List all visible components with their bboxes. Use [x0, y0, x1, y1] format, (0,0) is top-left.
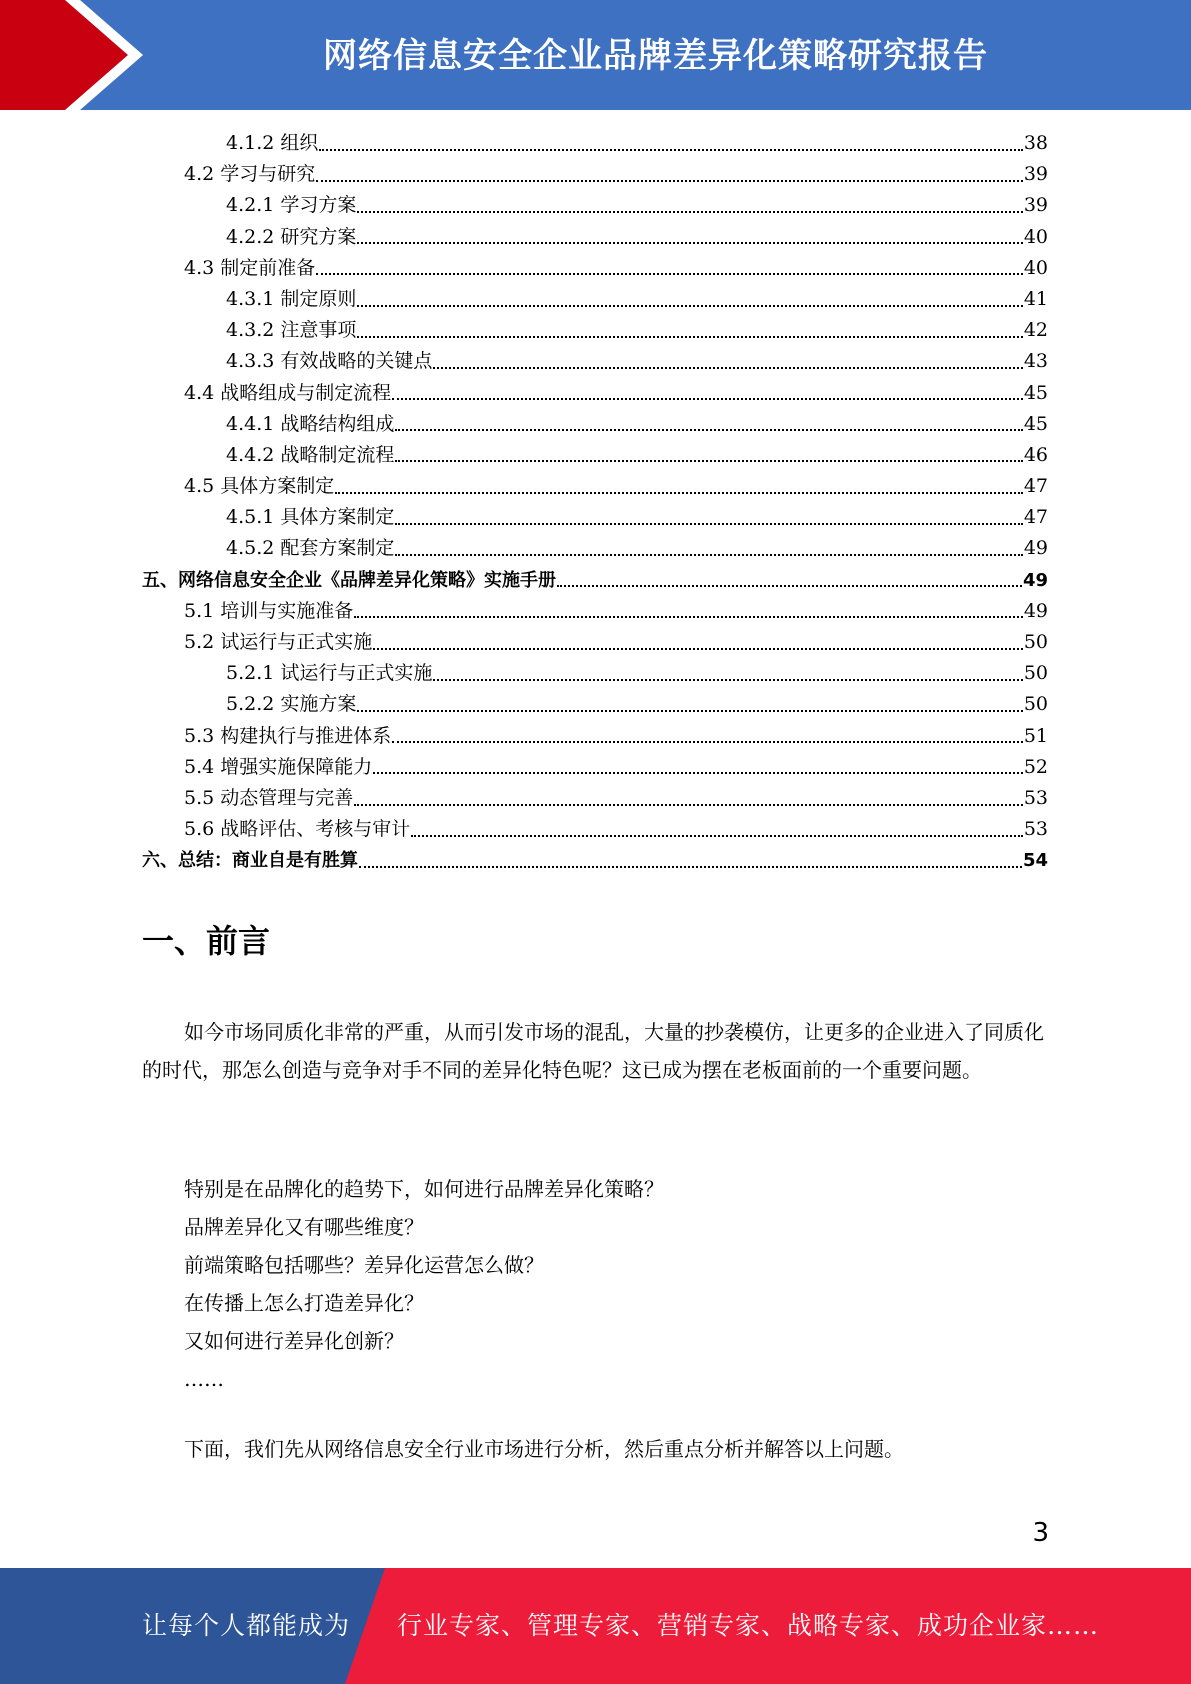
toc-entry[interactable] — [142, 689, 1048, 720]
toc-entry[interactable] — [142, 502, 1048, 533]
toc-leader-dots — [392, 741, 1023, 743]
toc-entry[interactable] — [142, 315, 1048, 346]
toc-entry[interactable] — [142, 253, 1048, 284]
toc-entry[interactable] — [142, 128, 1048, 159]
toc-leader-dots — [557, 585, 1022, 587]
page-footer — [0, 1568, 1191, 1684]
toc-leader-dots — [357, 242, 1022, 244]
toc-entry-label: 5.2.2 实施方案 — [226, 693, 357, 716]
toc-entry-page: 47 — [1023, 506, 1048, 529]
toc-entry-label: 4.4 战略组成与制定流程 — [184, 381, 392, 404]
toc-leader-dots — [357, 211, 1022, 213]
section-heading: 一、前言 — [142, 922, 271, 960]
question-item: …… — [184, 1367, 224, 1391]
toc-entry[interactable] — [142, 222, 1048, 253]
toc-leader-dots — [395, 523, 1022, 525]
toc-entry-page: 50 — [1023, 693, 1048, 716]
toc-leader-dots — [319, 149, 1022, 151]
toc-entry-label: 4.3 制定前准备 — [184, 256, 316, 279]
toc-entry-page: 51 — [1023, 724, 1048, 747]
footer-slogan-right: 行业专家、管理专家、营销专家、战略专家、成功企业家…… — [397, 1611, 1100, 1640]
toc-entry-label: 5.5 动态管理与完善 — [184, 786, 354, 809]
toc-leader-dots — [373, 772, 1023, 774]
toc-entry-page: 39 — [1023, 194, 1048, 217]
toc-entry-label: 4.5 具体方案制定 — [184, 475, 335, 498]
header-title: 网络信息安全企业品牌差异化策略研究报告 — [323, 36, 988, 76]
toc-entry-label: 4.4.2 战略制定流程 — [226, 443, 395, 466]
toc-entry-page: 41 — [1023, 287, 1048, 310]
toc-leader-dots — [433, 367, 1022, 369]
toc-entry-page: 49 — [1023, 599, 1048, 622]
question-item: 特别是在品牌化的趋势下，如何进行品牌差异化策略？ — [184, 1177, 664, 1201]
toc-entry-page: 50 — [1023, 631, 1048, 653]
toc-leader-dots — [395, 554, 1022, 556]
toc-entry-page: 40 — [1023, 225, 1048, 248]
toc-entry-page: 54 — [1022, 850, 1048, 872]
toc-leader-dots — [357, 305, 1022, 307]
page-number: 3 — [1032, 1518, 1049, 1548]
toc-entry-label: 4.5.2 配套方案制定 — [226, 537, 395, 560]
question-item: 前端策略包括哪些？差异化运营怎么做？ — [184, 1253, 544, 1277]
toc-entry-label: 4.2 学习与研究 — [184, 163, 316, 186]
toc-entry-page: 45 — [1023, 381, 1048, 404]
question-item: 又如何进行差异化创新？ — [184, 1329, 404, 1353]
toc-leader-dots — [354, 616, 1023, 618]
toc-entry-label: 5.2.1 试运行与正式实施 — [226, 662, 433, 685]
toc-entry[interactable] — [142, 190, 1048, 221]
toc-entry[interactable] — [142, 721, 1048, 752]
toc-entry-page: 40 — [1023, 256, 1048, 279]
toc-entry-page: 39 — [1023, 163, 1048, 186]
toc-leader-dots — [395, 429, 1022, 431]
toc-entry[interactable] — [142, 627, 1048, 658]
toc-leader-dots — [316, 273, 1023, 275]
toc-leader-dots — [411, 835, 1023, 837]
question-list — [184, 1170, 664, 1398]
toc-entry-label: 五、网络信息安全企业《品牌差异化策略》实施手册 — [142, 569, 556, 591]
toc-entry-page: 46 — [1023, 443, 1048, 466]
toc-entry[interactable] — [142, 814, 1048, 845]
toc-entry[interactable] — [142, 440, 1048, 471]
toc-entry-page: 38 — [1023, 132, 1048, 154]
table-of-contents — [142, 128, 1048, 877]
intro-paragraph: 如今市场同质化非常的严重，从而引发市场的混乱，大量的抄袭模仿，让更多的企业进入了同质化的时代，那怎么创造与竞争对手不同的差异化特色呢？这已成为摆在老板面前的一个重要问题。 — [142, 1020, 1044, 1082]
closing-paragraph: 下面，我们先从网络信息安全行业市场进行分析，然后重点分析并解答以上问题。 — [184, 1437, 904, 1461]
toc-leader-dots — [316, 180, 1023, 182]
toc-leader-dots — [359, 866, 1022, 868]
toc-entry[interactable] — [142, 346, 1048, 377]
toc-leader-dots — [395, 460, 1022, 462]
toc-entry-page: 49 — [1022, 569, 1048, 591]
toc-entry[interactable] — [142, 471, 1048, 502]
toc-entry[interactable] — [142, 752, 1048, 783]
toc-entry-page: 53 — [1023, 818, 1048, 841]
toc-entry-page: 42 — [1023, 319, 1048, 342]
toc-entry[interactable] — [142, 533, 1048, 564]
toc-entry[interactable] — [142, 409, 1048, 440]
toc-entry-page: 45 — [1023, 412, 1048, 435]
toc-leader-dots — [357, 710, 1022, 712]
toc-entry-label: 4.1.2 组织 — [226, 132, 319, 154]
toc-entry-label: 5.1 培训与实施准备 — [184, 599, 354, 622]
toc-entry-label: 4.4.1 战略结构组成 — [226, 412, 395, 435]
toc-leader-dots — [433, 679, 1022, 681]
toc-entry-label: 4.2.1 学习方案 — [226, 194, 357, 217]
toc-entry[interactable] — [142, 159, 1048, 190]
question-item: 品牌差异化又有哪些维度？ — [184, 1215, 424, 1239]
toc-entry-page: 53 — [1023, 786, 1048, 809]
toc-entry-label: 5.2 试运行与正式实施 — [184, 631, 373, 653]
toc-entry-label: 5.3 构建执行与推进体系 — [184, 724, 392, 747]
toc-entry[interactable] — [142, 845, 1048, 876]
toc-entry-label: 5.4 增强实施保障能力 — [184, 755, 373, 778]
toc-leader-dots — [354, 804, 1023, 806]
toc-entry[interactable] — [142, 378, 1048, 409]
toc-entry[interactable] — [142, 565, 1048, 596]
question-item: 在传播上怎么打造差异化？ — [184, 1291, 424, 1315]
toc-leader-dots — [392, 398, 1023, 400]
toc-entry[interactable] — [142, 596, 1048, 627]
toc-entry-page: 47 — [1023, 475, 1048, 498]
toc-entry-label: 4.3.3 有效战略的关键点 — [226, 350, 433, 373]
toc-entry-label: 4.2.2 研究方案 — [226, 225, 357, 248]
toc-entry-label: 5.6 战略评估、考核与审计 — [184, 818, 411, 841]
toc-leader-dots — [335, 492, 1023, 494]
toc-entry-page: 43 — [1023, 350, 1048, 373]
toc-entry-label: 六、总结：商业自是有胜算 — [142, 850, 358, 872]
toc-leader-dots — [373, 648, 1023, 650]
toc-entry-page: 50 — [1023, 662, 1048, 685]
toc-entry-page: 52 — [1023, 755, 1048, 778]
toc-entry[interactable] — [142, 658, 1048, 689]
toc-entry-label: 4.5.1 具体方案制定 — [226, 506, 395, 529]
toc-entry[interactable] — [142, 284, 1048, 315]
toc-leader-dots — [357, 336, 1022, 338]
toc-entry-page: 49 — [1023, 537, 1048, 560]
toc-entry[interactable] — [142, 783, 1048, 814]
toc-entry-label: 4.3.2 注意事项 — [226, 319, 357, 342]
toc-entry-label: 4.3.1 制定原则 — [226, 287, 357, 310]
page-header — [0, 0, 1191, 110]
footer-slogan-left: 让每个人都能成为 — [142, 1611, 351, 1640]
